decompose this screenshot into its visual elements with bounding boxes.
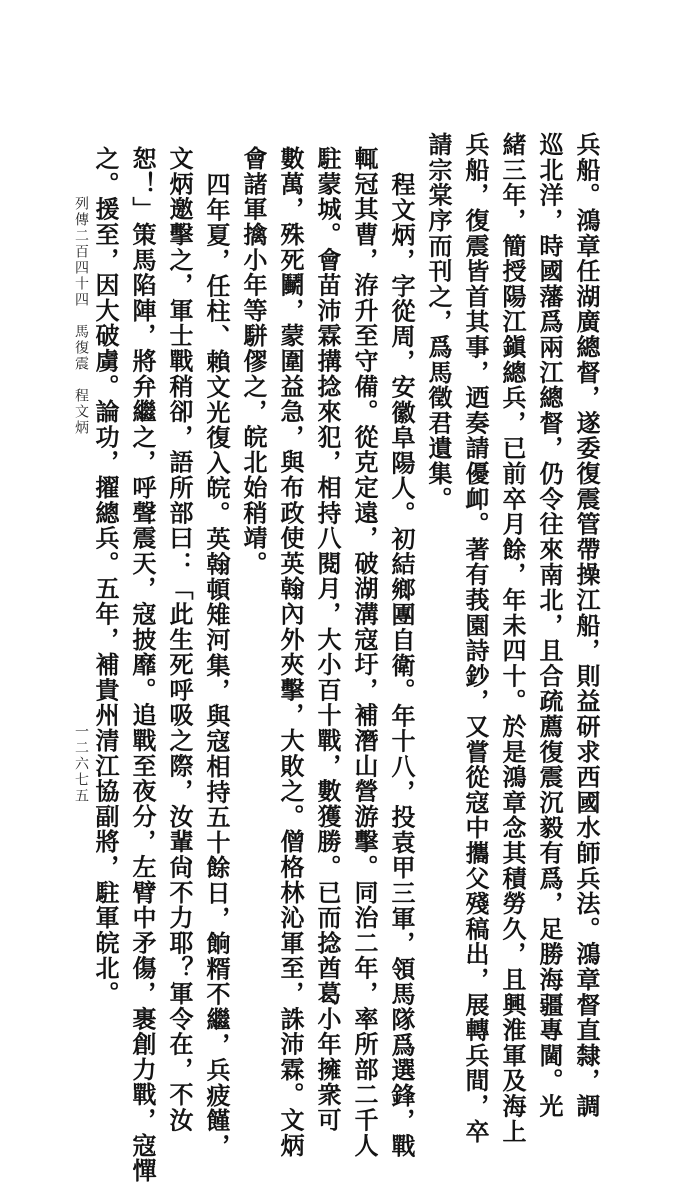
page-number: 一二六七五	[73, 724, 89, 804]
text-column-12: 文炳邀擊之，軍士戰稍卻，語所部曰：「此生死呼吸之際，汝輩尙不力耶？軍令在，不汝	[165, 146, 194, 1133]
text-column-4: 兵船，復震皆首其事，迺奏請優卹。著有莪園詩鈔，又嘗從寇中攜父殘稿出，展轉兵間，卒	[461, 132, 490, 1144]
text-column-7: 輒冠其曹，洊升至守備。從克定遠，破湖溝寇圩，補潛山營游擊。同治二年，率所部二千人	[350, 146, 379, 1158]
text-column-1: 兵船。鴻章任湖廣總督，遂委復震管帶操江船，則益研求西國水師兵法。鴻章督直隸，調	[572, 132, 601, 1119]
text-column-13: 恕！」策馬陷陣，將弁繼之，呼聲震天，寇披靡。追戰至夜分，左臂中矛傷，裹創力戰，寇憚	[128, 146, 157, 1183]
text-column-14: 之。援至，因大破虜。論功，擢總兵。五年，補貴州清江協副將，駐軍皖北。	[91, 146, 120, 1007]
text-column-9: 數萬，殊死鬭，蒙圍益急，與布政使英翰內外夾擊，大敗之。僧格林沁軍至，誅沛霖。文炳	[276, 146, 305, 1158]
text-column-10: 會諸軍擒小年等駢僇之，皖北始稍靖。	[239, 146, 268, 577]
text-column-11: 四年夏，任柱、賴文光復入皖。英翰頓雉河集，與寇相持五十餘日，餉糈不繼，兵疲饉，	[202, 172, 231, 1159]
text-column-3: 緒三年，簡授陽江鎭總兵，已前卒月餘，年未四十。於是鴻章念其積勞久，且興淮軍及海上	[498, 132, 527, 1144]
running-title: 列傳二百四十四 馬復震 程文炳	[73, 196, 89, 436]
text-column-6: 程文炳，字從周，安徽阜陽人。初結鄉團自衛。年十八，投袁甲三軍，領馬隊爲選鋒，戰	[387, 172, 416, 1159]
text-column-2: 巡北洋，時國藩爲兩江總督，仍令往來南北，且合疏薦復震沉毅有爲，足勝海疆專閫。光	[535, 132, 564, 1119]
text-column-5: 請宗棠序而刊之，爲馬徵君遺集。	[424, 132, 453, 512]
text-column-8: 駐蒙城。會苗沛霖搆捻來犯，相持八閱月，大小百十戰，數獲勝。已而捻酋葛小年擁衆可	[313, 146, 342, 1133]
